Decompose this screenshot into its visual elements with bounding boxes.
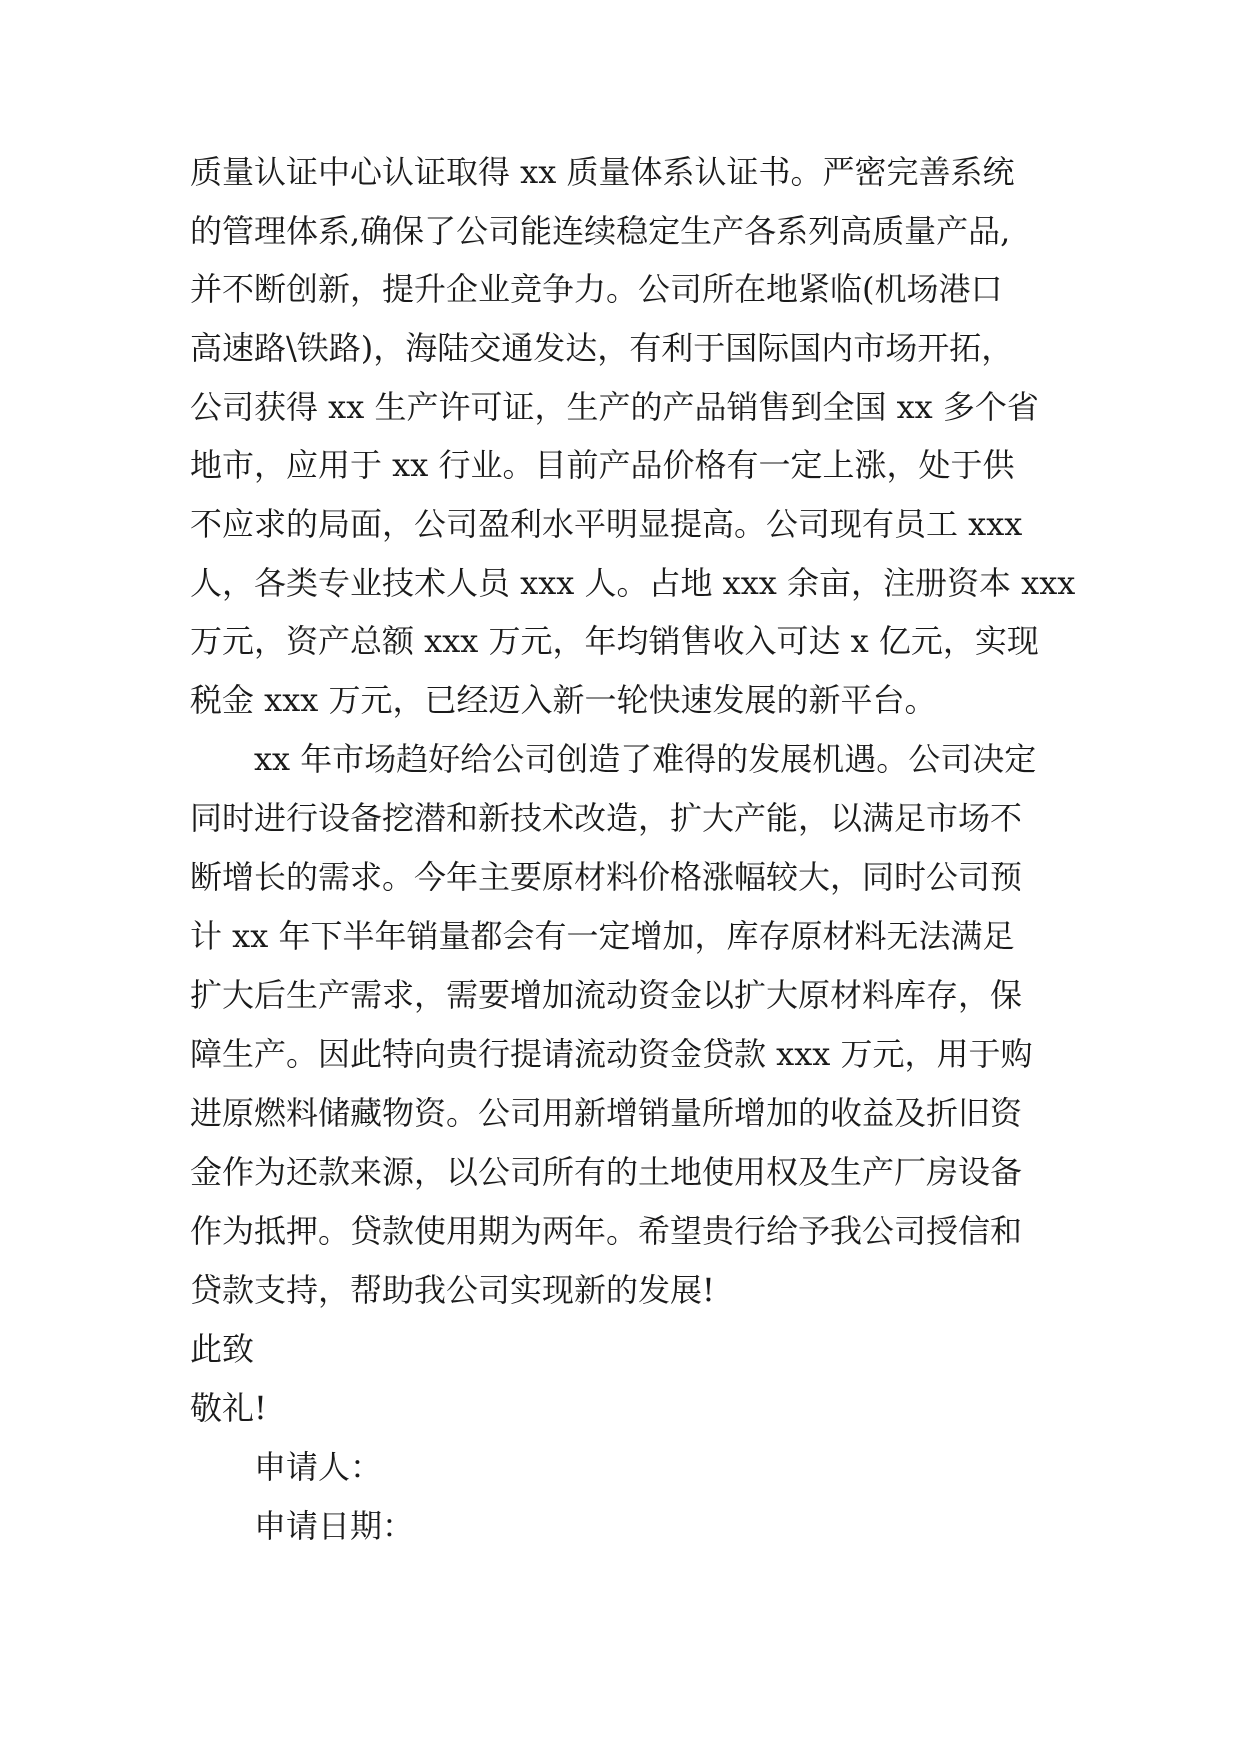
text-line: 公司获得 xx 生产许可证，生产的产品销售到全国 xx 多个省 xyxy=(190,388,1039,426)
applicant-label: 申请人： xyxy=(254,1448,383,1486)
text-line: 金作为还款来源，以公司所有的土地使用权及生产厂房设备 xyxy=(190,1153,1023,1191)
text-line: 的管理体系,确保了公司能连续稳定生产各系列高质量产品, xyxy=(190,212,1011,250)
text-line: 高速路\铁路)，海陆交通发达，有利于国际国内市场开拓， xyxy=(190,329,1014,367)
text-line: 万元，资产总额 xxx 万元，年均销售收入可达 x 亿元，实现 xyxy=(190,622,1039,660)
closing-salutation: 此致 xyxy=(190,1330,255,1368)
text-line: 贷款支持，帮助我公司实现新的发展! xyxy=(190,1271,715,1309)
text-line: 计 xx 年下半年销量都会有一定增加，库存原材料无法满足 xyxy=(190,917,1015,955)
text-line: 同时进行设备挖潜和新技术改造，扩大产能，以满足市场不 xyxy=(190,799,1023,837)
text-line: 不应求的局面，公司盈利水平明显提高。公司现有员工 xxx xyxy=(190,505,1023,543)
text-line: 税金 xxx 万元，已经迈入新一轮快速发展的新平台。 xyxy=(190,681,937,719)
application-date-label: 申请日期： xyxy=(254,1507,415,1545)
text-line: 进原燃料储藏物资。公司用新增销量所增加的收益及折旧资 xyxy=(190,1094,1023,1132)
text-line: 地市，应用于 xx 行业。目前产品价格有一定上涨，处于供 xyxy=(190,446,1015,484)
text-line: 质量认证中心认证取得 xx 质量体系认证书。严密完善系统 xyxy=(190,153,1015,191)
text-line: 并不断创新，提升企业竞争力。公司所在地紧临(机场港口 xyxy=(190,270,1003,308)
closing-regards: 敬礼! xyxy=(190,1389,267,1427)
text-line: 扩大后生产需求，需要增加流动资金以扩大原材料库存，保 xyxy=(190,976,1023,1014)
text-line: 人，各类专业技术人员 xxx 人。占地 xxx 余亩，注册资本 xxx xyxy=(190,564,1076,602)
text-line: 作为抵押。贷款使用期为两年。希望贵行给予我公司授信和 xyxy=(190,1212,1023,1250)
text-line: 障生产。因此特向贵行提请流动资金贷款 xxx 万元，用于购 xyxy=(190,1035,1033,1073)
text-line: 断增长的需求。今年主要原材料价格涨幅较大，同时公司预 xyxy=(190,858,1023,896)
text-line: xx 年市场趋好给公司创造了难得的发展机遇。公司决定 xyxy=(254,740,1037,778)
